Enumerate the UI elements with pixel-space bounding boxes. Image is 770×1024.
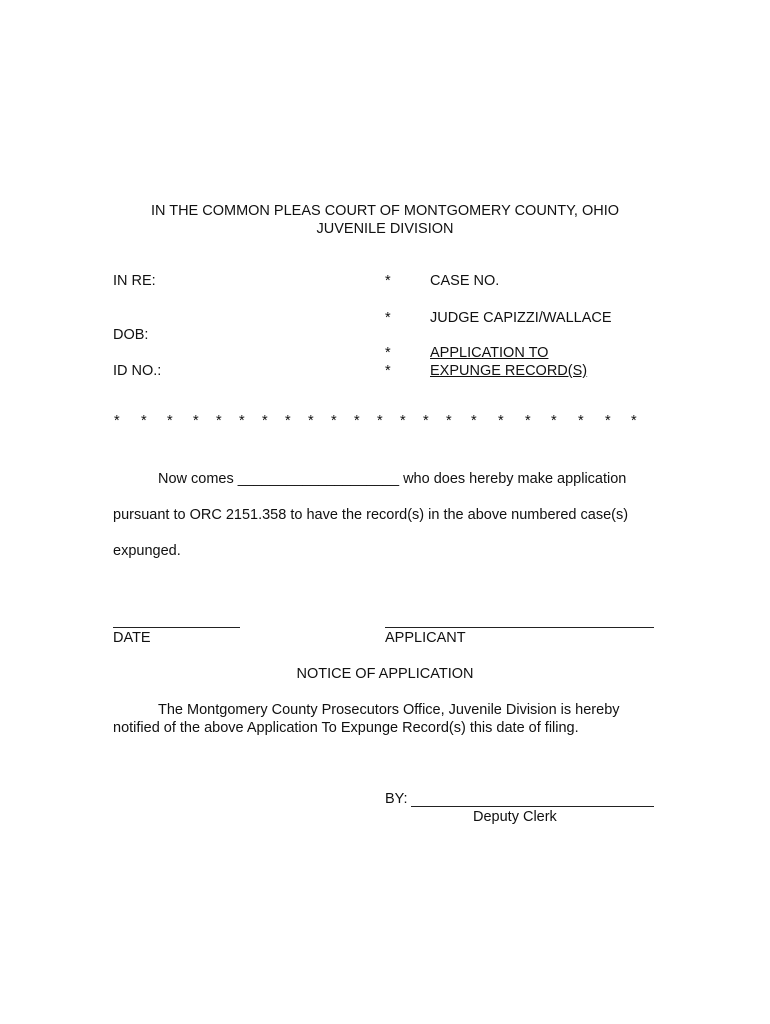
deputy-clerk-label: Deputy Clerk: [473, 809, 557, 825]
separator-star: *: [285, 413, 291, 429]
separator-star: *: [377, 413, 383, 429]
separator-star: *: [167, 413, 173, 429]
date-signature-line[interactable]: [113, 627, 240, 628]
separator-star: *: [308, 413, 314, 429]
id-no-label: ID NO.:: [113, 363, 162, 379]
notice-heading: NOTICE OF APPLICATION: [296, 666, 474, 682]
star-separator: [0, 412, 770, 432]
division-heading: JUVENILE DIVISION: [316, 221, 454, 237]
applicant-signature-line[interactable]: [385, 627, 654, 628]
separator-star: *: [262, 413, 268, 429]
separator-star: *: [578, 413, 584, 429]
caption-star: *: [385, 310, 391, 326]
separator-star: *: [525, 413, 531, 429]
separator-star: *: [354, 413, 360, 429]
application-title-line1: APPLICATION TO: [430, 345, 549, 361]
separator-star: *: [471, 413, 477, 429]
separator-star: *: [400, 413, 406, 429]
by-label: BY:: [385, 791, 408, 807]
separator-star: *: [141, 413, 147, 429]
application-title-line2: EXPUNGE RECORD(S): [430, 363, 588, 379]
clerk-signature-line[interactable]: [411, 806, 654, 807]
separator-star: *: [423, 413, 429, 429]
dob-label: DOB:: [113, 327, 149, 343]
separator-star: *: [498, 413, 504, 429]
caption-star: *: [385, 273, 391, 289]
court-heading: IN THE COMMON PLEAS COURT OF MONTGOMERY COUNTY, OHIO: [150, 203, 620, 219]
separator-star: *: [331, 413, 337, 429]
caption-star: *: [385, 363, 391, 379]
notice-text-line1: The Montgomery County Prosecutors Office, Juvenile Division is hereby: [158, 702, 620, 718]
separator-star: *: [551, 413, 557, 429]
application-text-line1: Now comes ____________________ who does hereby make application: [158, 471, 627, 487]
application-text-line2: pursuant to ORC 2151.358 to have the record(s) in the above numbered case(s): [113, 507, 629, 523]
date-label: DATE: [113, 630, 151, 646]
separator-star: *: [446, 413, 452, 429]
separator-star: *: [114, 413, 120, 429]
caption-star: *: [385, 345, 391, 361]
separator-star: *: [239, 413, 245, 429]
in-re-label: IN RE:: [113, 273, 156, 289]
separator-star: *: [193, 413, 199, 429]
judge-label: JUDGE CAPIZZI/WALLACE: [430, 310, 612, 326]
separator-star: *: [631, 413, 637, 429]
case-no-label: CASE NO.: [430, 273, 500, 289]
application-text-line3: expunged.: [113, 543, 181, 559]
applicant-label: APPLICANT: [385, 630, 466, 646]
separator-star: *: [605, 413, 611, 429]
notice-text-line2: notified of the above Application To Expunge Record(s) this date of filing.: [113, 720, 579, 736]
separator-star: *: [216, 413, 222, 429]
